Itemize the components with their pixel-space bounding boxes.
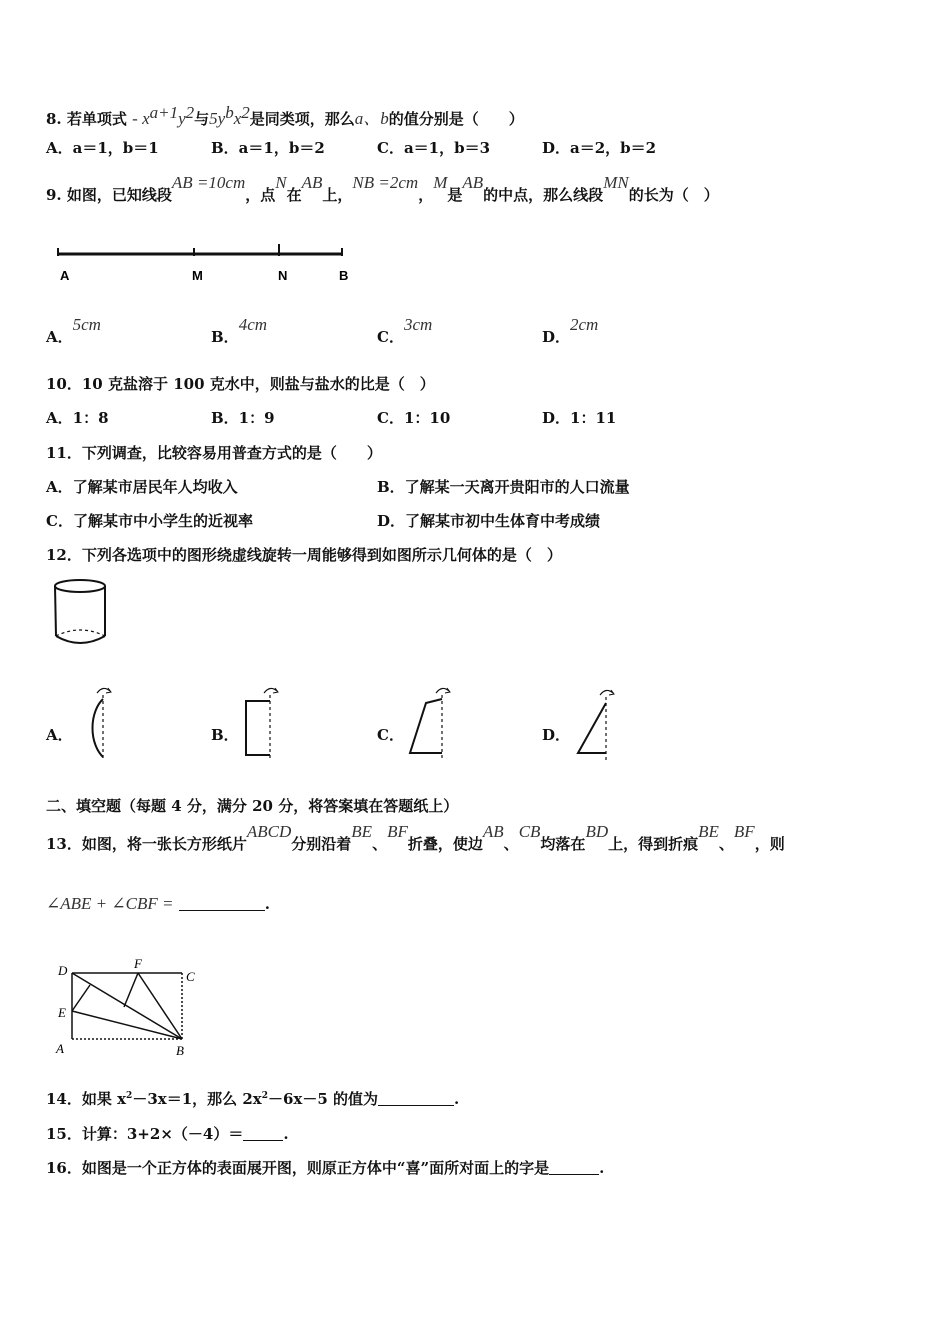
label-a: A — [60, 268, 70, 283]
question-10: 10．10 克盐溶于 100 克水中，则盐与盐水的比是（ ） — [46, 375, 435, 393]
segment-figure — [52, 240, 362, 290]
q12-shape-b — [240, 685, 290, 765]
q10-option-b: B．1：9 — [211, 409, 275, 427]
q11-option-a: A．了解某市居民年人均收入 — [46, 478, 238, 496]
q11-option-b: B．了解某一天离开贵阳市的人口流量 — [377, 478, 630, 496]
question-12: 12．下列各选项中的图形绕虚线旋转一周能够得到如图所示几何体的是（ ） — [46, 546, 562, 564]
q16-answer-blank[interactable] — [549, 1160, 599, 1175]
q12-shape-c — [402, 685, 462, 765]
q12-option-d: D． — [542, 726, 571, 744]
label-m: M — [192, 268, 203, 283]
fig-label-a: A — [56, 1041, 64, 1056]
q12-option-a: A． — [46, 726, 73, 744]
question-15: 15．计算：3+2×（－4）＝ . — [46, 1125, 289, 1143]
fig-label-b: B — [176, 1043, 184, 1058]
q13-formula-line: ∠ABE + ∠CBF = . — [46, 894, 270, 913]
q14-answer-blank[interactable] — [378, 1091, 454, 1106]
section-fill-in-title: 二、填空题（每题 4 分，满分 20 分，将答案填在答题纸上） — [46, 797, 459, 815]
q13-formula: ∠ABE + ∠CBF = — [46, 894, 174, 913]
q9-option-a: A．5cm — [46, 315, 101, 346]
question-14: 14．如果 $x^2-3x=1$，那么 $2x^2-6x-5$ 的值为 . — [46, 1090, 460, 1108]
q8-option-a: A．a＝1，b＝1 — [46, 139, 159, 157]
question-11: 11．下列调查，比较容易用普查方式的是（ ） — [46, 444, 382, 462]
q12-shape-d — [572, 685, 622, 765]
q12-option-b: B． — [211, 726, 239, 744]
question-9: 9. 如图，已知线段AB =10cm，点N在AB上，NB =2cm，M是AB的中点，那么线段MN的长为（ ） — [46, 173, 719, 204]
q11-option-d: D．了解某市初中生体育中考成绩 — [377, 512, 601, 530]
q9-option-b: B．4cm — [211, 315, 268, 346]
q13-answer-blank[interactable] — [179, 896, 265, 911]
question-8: 8. 若单项式 - $x^{a+1}y^2$与$5y^bx^2$是同类项，那么a、b的值分别是（ ） — [46, 103, 524, 128]
q9-option-d: D．2cm — [542, 315, 599, 346]
fig-label-f: F — [134, 956, 142, 971]
label-b: B — [339, 268, 349, 283]
q8-option-b: B．a＝1，b＝2 — [211, 139, 325, 157]
cylinder-figure — [52, 576, 112, 648]
q10-option-a: A．1：8 — [46, 409, 109, 427]
q10-option-d: D．1：11 — [542, 409, 617, 427]
q12-shape-a — [70, 685, 120, 765]
q15-answer-blank[interactable] — [243, 1126, 283, 1141]
q11-option-c: C．了解某市中小学生的近视率 — [46, 512, 253, 530]
q8-option-c: C．a＝1，b＝3 — [377, 139, 491, 157]
label-n: N — [278, 268, 288, 283]
fig-label-d: D — [58, 963, 68, 978]
fig-label-e: E — [58, 1005, 66, 1020]
q12-option-c: C． — [377, 726, 404, 744]
question-13: 13．如图，将一张长方形纸片ABCD分别沿着BE、BF折叠，使边AB、CB均落在BD上，得到折痕BE、BF，则 — [46, 822, 785, 853]
question-16: 16．如图是一个正方体的表面展开图，则原正方体中“喜”面所对面上的字是 . — [46, 1159, 605, 1177]
q10-option-c: C．1：10 — [377, 409, 451, 427]
rectangle-fold-figure — [50, 955, 210, 1065]
q8-option-d: D．a＝2，b＝2 — [542, 139, 657, 157]
q9-option-c: C．3cm — [377, 315, 433, 346]
fig-label-c: C — [186, 969, 195, 984]
